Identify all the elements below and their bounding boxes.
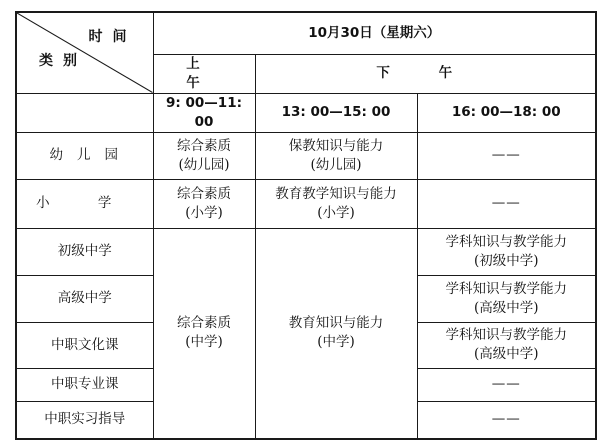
merged-exam-cell [255,228,417,439]
subject-name: 综合素质 [177,185,231,202]
time-label: 时间 [88,29,137,45]
table-row [16,132,596,179]
subject-level: (小学) [185,204,223,221]
subject-name: 综合素质 [177,315,231,332]
slot-1-header: 9: 00—11: 00 [153,93,255,132]
subject-level: (幼儿园) [178,156,230,173]
morning-header: 上 午 [153,54,255,93]
subject-name: 综合素质 [177,137,231,154]
table-row [16,179,596,228]
exam-cell [417,275,596,322]
exam-cell [153,132,255,179]
category-cell: 中职文化课 [16,322,153,368]
slot-3-header: 16: 00—18: 00 [417,93,596,132]
merged-exam-cell [153,228,255,439]
subject-name: 学科知识与教学能力 [445,280,567,297]
empty-slot-dash: —— [417,368,596,401]
subject-name: 学科知识与教学能力 [445,233,567,250]
subject-name: 教育教学知识与能力 [275,185,397,202]
slot-2-header: 13: 00—15: 00 [255,93,417,132]
exam-cell [417,322,596,368]
subject-level: (幼儿园) [310,156,362,173]
table-row [16,228,596,275]
date-header: 10月30日（星期六） [153,12,596,54]
afternoon-header: 下 午 [255,54,596,93]
category-cell: 高级中学 [16,275,153,322]
category-cell: 初级中学 [16,228,153,275]
empty-slot-dash: —— [417,401,596,439]
subject-name: 保教知识与能力 [288,137,384,154]
category-cell: 中职专业课 [16,368,153,401]
category-label: 类别 [39,52,87,69]
exam-cell [153,179,255,228]
category-cell: 小 学 [16,179,153,228]
exam-cell [417,228,596,275]
subject-level: (高级中学) [473,299,539,316]
category-cell: 中职实习指导 [16,401,153,439]
subject-level: (初级中学) [473,252,539,269]
category-cell: 幼儿园 [16,132,153,179]
empty-slot-dash: —— [417,179,596,228]
subject-name: 学科知识与教学能力 [445,327,567,343]
exam-schedule-table [15,11,597,440]
empty-slot-dash: —— [417,132,596,179]
subject-name: 教育知识与能力 [288,315,384,332]
subject-level: (小学) [317,204,355,221]
exam-cell [255,179,417,228]
subject-level: (中学) [185,334,223,351]
subject-level: (中学) [317,334,355,351]
exam-cell [255,132,417,179]
diagonal-header-cell [16,12,153,93]
blank-cell [16,93,153,132]
subject-level: (高级中学) [473,346,539,362]
